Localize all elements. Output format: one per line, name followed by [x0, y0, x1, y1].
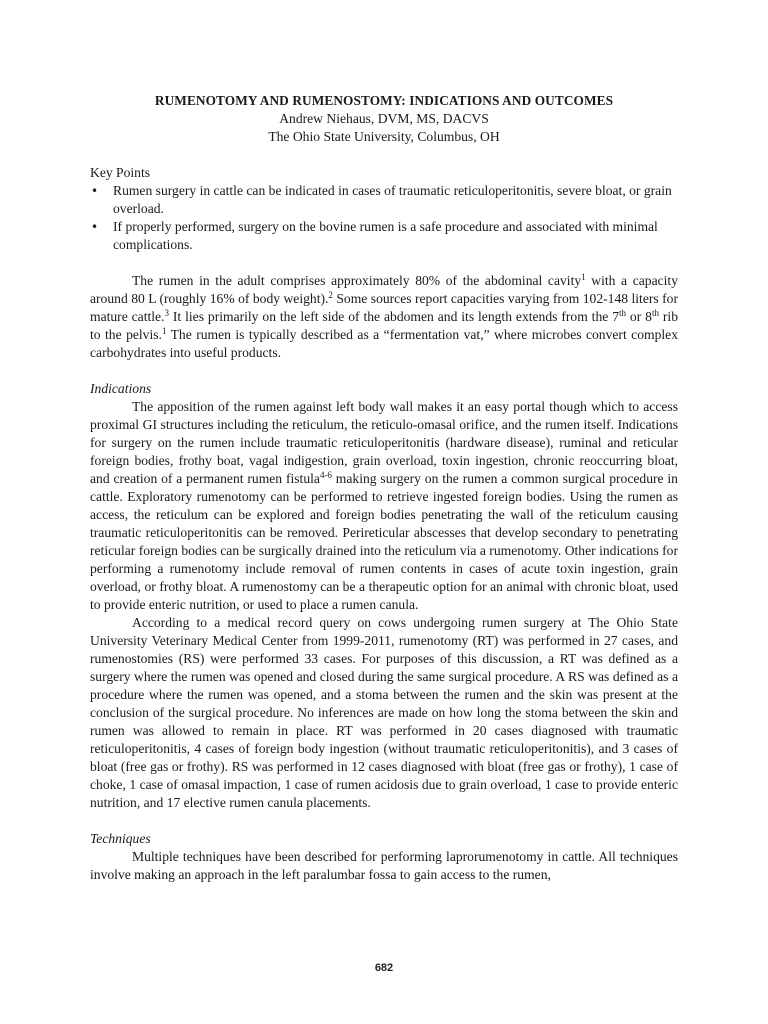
section-heading-techniques: Techniques	[90, 831, 151, 846]
case-records-paragraph: According to a medical record query on cows undergoing rumen surgery at The Ohio State University Veterinary Medical Center from 1999-2011, rumenotomy (RT) was performed in 27 cases, and rumenostomies (RS) were performed 33 cases. For purposes of this discussion, a RT was defined as a surgery where the rumen was opened and closed during the same surgical procedure. A RS was defined as a procedure where the rumen was opened, and a stoma between the rumen and the skin was present at the conclusion of the surgical procedure. No inferences are made on how long the stoma between the skin and rumen was allowed to remain in place. RT was performed in 20 cases diagnosed with traumatic reticuloperitonitis, 4 cases of foreign body ingestion (without traumatic reticuloperitonitis), and 3 cases of bloat (free gas or frothy). RS was performed in 12 cases diagnosed with bloat (free gas or frothy), 1 case of choke, 1 case of omasal impaction, 1 case of rumen acidosis due to grain overload, 1 case to provide enteric nutrition, and 17 elective rumen canula placements.	[90, 615, 678, 810]
ordinal-superscript: th	[619, 308, 627, 318]
paper-title: RUMENOTOMY AND RUMENOSTOMY: INDICATIONS AND OUTCOMES	[154, 93, 614, 108]
author-line: Andrew Niehaus, DVM, MS, DACVS	[279, 111, 489, 126]
citation-superscript: 1	[161, 326, 167, 336]
citation-superscript: 1	[581, 272, 586, 282]
intro-text: or 8	[626, 309, 652, 324]
key-point-item: • Rumen surgery in cattle can be indicated in cases of traumatic reticuloperitonitis, severe bloat, or grain overload.	[90, 182, 678, 218]
citation-superscript: 2	[328, 290, 333, 300]
intro-text: The rumen in the adult comprises approximately 80% of the abdominal cavity	[132, 273, 582, 288]
indications-text: making surgery on the rumen a common surgical procedure in cattle. Exploratory rumenotomy can be performed to retrieve ingested foreign bodies. Using the rumen as access, the reticulum can be explored and foreign bodies penetrating the wall of the reticulum causing traumatic reticuloperitonitis can be removed. Perireticular abscesses that develop secondary to penetrating reticular foreign bodies can be surgically drained into the reticulum via a rumenotomy. Other indications for performing a rumenotomy include removal of rumen contents in cases of acute toxin ingestion, grain overload, or frothy bloat. A rumenostomy can be a therapeutic option for an animal with chronic bloat, used to provide enteric nutrition, or used to place a rumen canula.	[90, 471, 678, 612]
intro-text: It lies primarily on the left side of the abdomen and its length extends from the 7	[168, 309, 619, 324]
indications-paragraph	[90, 398, 678, 614]
document-page	[90, 92, 678, 884]
key-points-heading: Key Points	[90, 165, 151, 180]
section-heading-indications: Indications	[90, 381, 152, 396]
intro-text: with a capacity around 80 L (roughly 16% of body weight).	[90, 273, 678, 306]
intro-text: rib to the pelvis.	[90, 309, 678, 342]
intro-text: Some sources report capacities varying from 102-148 liters for mature cattle.	[90, 291, 678, 324]
citation-superscript: 4-6	[319, 470, 332, 480]
intro-paragraph	[90, 272, 678, 362]
affiliation-line: The Ohio State University, Columbus, OH	[268, 129, 500, 144]
citation-superscript: 3	[164, 308, 169, 318]
key-points-list	[90, 182, 678, 254]
indications-text: The apposition of the rumen against left body wall makes it an easy portal though which to access proximal GI structures including the reticulum, the reticulo-omasal orifice, and the rumen itself. Indications for surgery on the rumen include traumatic reticuloperitonitis (hardware disease), ruminal and reticular foreign bodies, frothy boat, vagal indigestion, grain overload, toxin ingestion, chronic reoccurring bloat, and creation of a permanent rumen fistula	[90, 399, 678, 486]
techniques-paragraph: Multiple techniques have been described for performing laprorumenotomy in cattle. All techniques involve making an approach in the left paralumbar fossa to gain access to the rumen,	[90, 849, 678, 882]
page-number: 682	[374, 962, 394, 974]
ordinal-superscript: th	[651, 308, 659, 318]
key-point-item: • If properly performed, surgery on the bovine rumen is a safe procedure and associated with minimal complications.	[90, 218, 678, 254]
intro-text: The rumen is typically described as a “fermentation vat,” where microbes convert complex carbohydrates into useful products.	[90, 327, 678, 360]
